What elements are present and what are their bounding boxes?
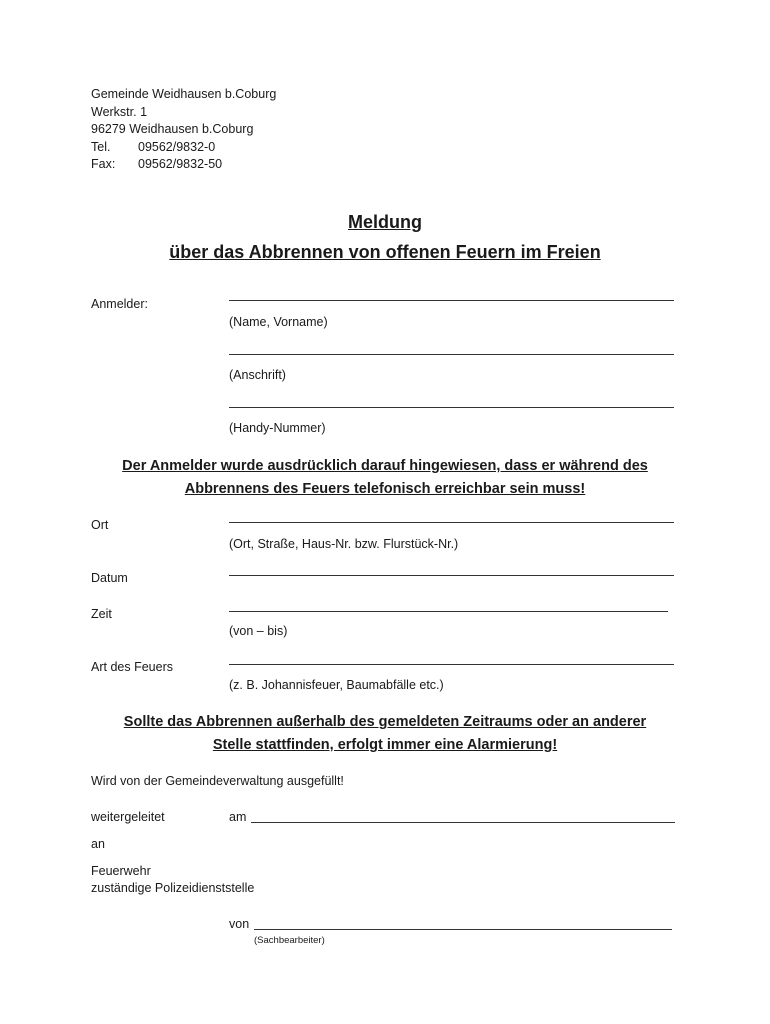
an-label: an xyxy=(91,837,105,851)
applicant-address-hint: (Anschrift) xyxy=(229,368,286,382)
page-subtitle: über das Abbrennen von offenen Feuern im Freien xyxy=(169,242,601,262)
applicant-phone-field[interactable] xyxy=(229,407,674,408)
zeit-label: Zeit xyxy=(91,607,112,621)
applicant-label: Anmelder: xyxy=(91,297,148,311)
forwarded-label: weitergeleitet xyxy=(91,810,165,824)
notice-alarm-line1: Sollte das Abbrennen außerhalb des gemeldeten Zeitraums oder an anderer xyxy=(123,714,647,730)
sender-tel xyxy=(91,139,215,157)
zeit-field[interactable] xyxy=(229,611,668,612)
art-label: Art des Feuers xyxy=(91,660,173,674)
datum-label: Datum xyxy=(91,571,128,585)
notice-reachability-line1: Der Anmelder wurde ausdrücklich darauf hingewiesen, dass er während des xyxy=(122,458,648,474)
fire-dept-label: Feuerwehr xyxy=(91,864,151,878)
applicant-phone-hint: (Handy-Nummer) xyxy=(229,421,326,435)
applicant-address-field[interactable] xyxy=(229,354,674,355)
police-label: zuständige Polizeidienststelle xyxy=(91,881,255,895)
sender-fax xyxy=(91,156,222,174)
applicant-name-field[interactable] xyxy=(229,300,674,301)
fax-value: 09562/9832-50 xyxy=(138,157,223,171)
tel-label: Tel. xyxy=(91,140,111,154)
sender-street: Werkstr. 1 xyxy=(91,105,148,119)
sender-city: 96279 Weidhausen b.Coburg xyxy=(91,122,254,136)
zeit-hint: (von – bis) xyxy=(229,624,288,638)
clerk-field[interactable] xyxy=(254,929,672,930)
tel-value: 09562/9832-0 xyxy=(138,140,216,154)
art-field[interactable] xyxy=(229,664,674,665)
notice-reachability-line2: Abbrennens des Feuers telefonisch erreichbar sein muss! xyxy=(184,481,586,497)
forwarded-date-field[interactable] xyxy=(251,822,675,823)
clerk-hint: (Sachbearbeiter) xyxy=(254,935,325,946)
notice-reachability xyxy=(60,455,710,501)
admin-intro: Wird von der Gemeindeverwaltung ausgefüllt! xyxy=(91,774,344,788)
ort-label: Ort xyxy=(91,518,109,532)
art-hint: (z. B. Johannisfeuer, Baumabfälle etc.) xyxy=(229,678,444,692)
datum-field[interactable] xyxy=(229,575,674,576)
fax-label: Fax: xyxy=(91,157,116,171)
sender-name: Gemeinde Weidhausen b.Coburg xyxy=(91,87,277,101)
ort-hint: (Ort, Straße, Haus-Nr. bzw. Flurstück-Nr.) xyxy=(229,537,459,551)
ort-field[interactable] xyxy=(229,522,674,523)
applicant-name-hint: (Name, Vorname) xyxy=(229,315,328,329)
von-label: von xyxy=(229,917,250,931)
page-title: Meldung xyxy=(348,212,422,232)
notice-alarm-line2: Stelle stattfinden, erfolgt immer eine Alarmierung! xyxy=(212,737,558,753)
am-label: am xyxy=(229,810,247,824)
notice-alarm xyxy=(60,711,710,757)
